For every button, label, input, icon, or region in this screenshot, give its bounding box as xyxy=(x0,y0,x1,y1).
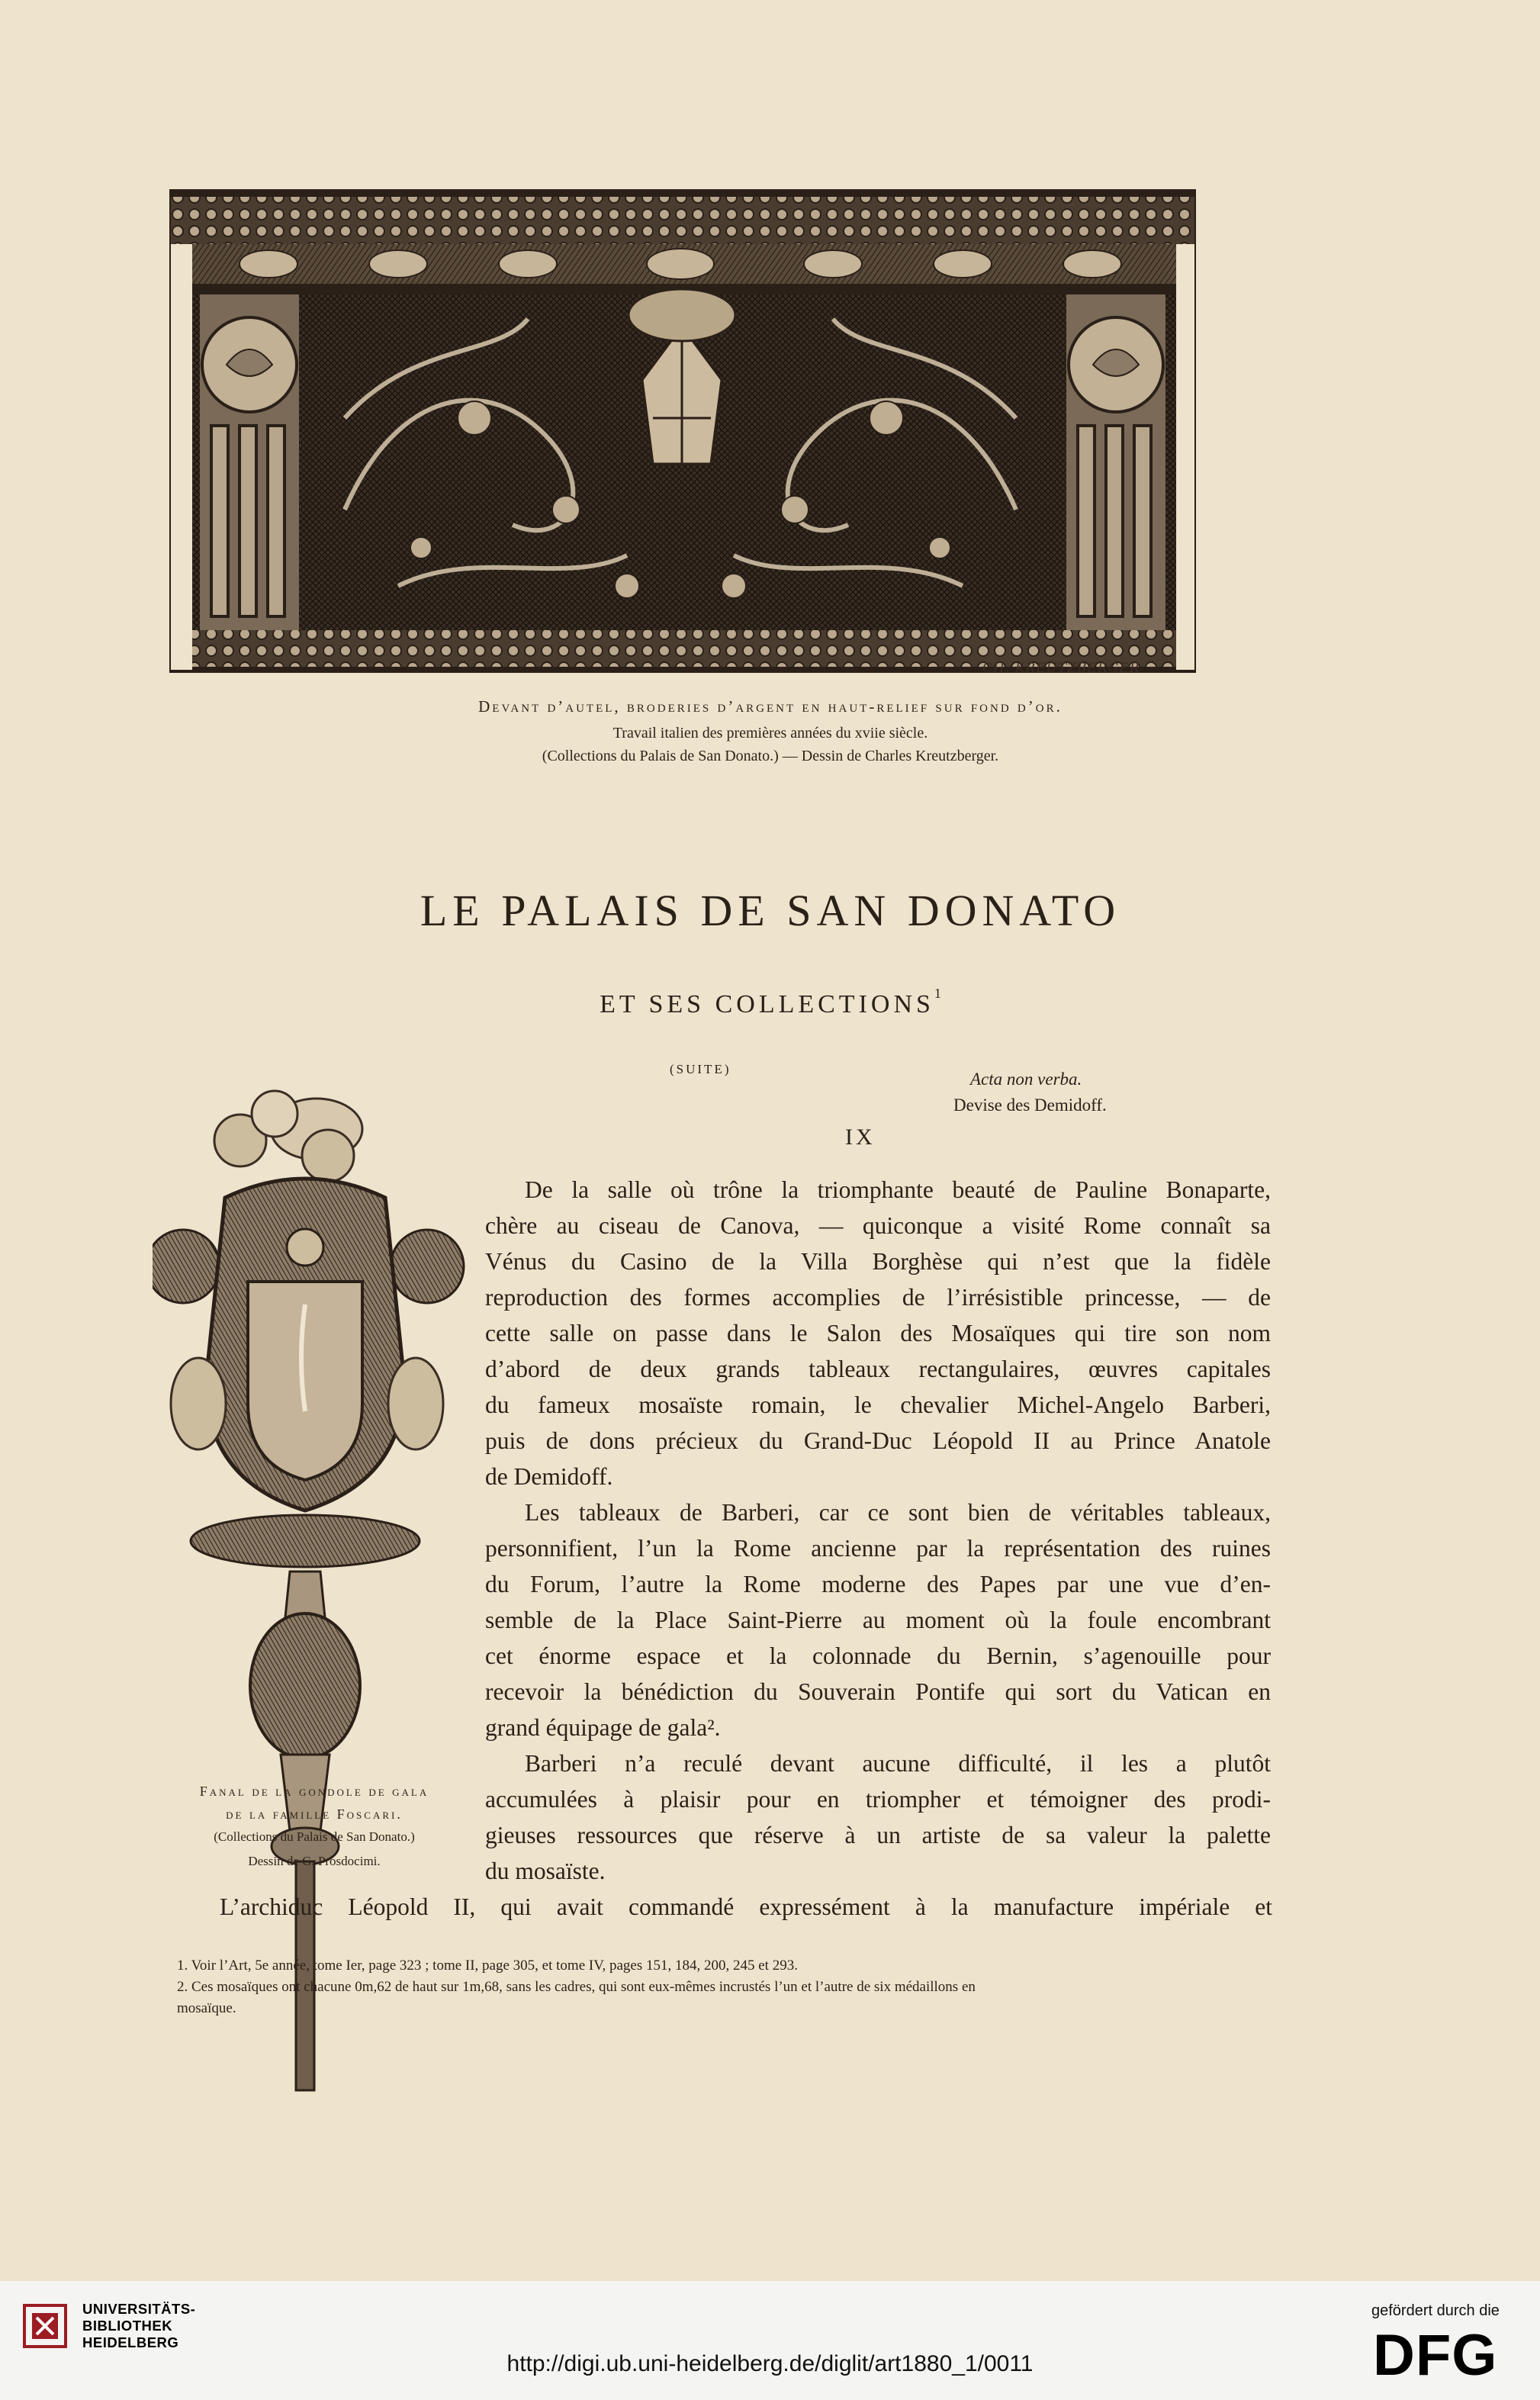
body-line: d’abord de deux grands tableaux rectangulaires, œuvres capitales xyxy=(485,1356,1271,1382)
subtitle-text: ET SES COLLECTIONS xyxy=(600,990,934,1018)
footnote-2: 2. Ces mosaïques ont chacune 0m,62 de haut sur 1m,68, sans les cadres, qui sont eux-mêmes incrustés l’un et l’autre de six médaillons en xyxy=(177,1979,976,1995)
body-line: Barberi n’a reculé devant aucune difficulté, il les a plutôt xyxy=(525,1750,1271,1777)
body-line: De la salle où trône la triomphante beauté de Pauline Bonaparte, xyxy=(525,1176,1271,1203)
suite-label: (SUITE) xyxy=(670,1062,731,1076)
body-line: cet énorme espace et la colonnade du Bernin, s’agenouille pour xyxy=(485,1642,1271,1669)
permalink-url[interactable]: http://digi.ub.uni-heidelberg.de/diglit/art1880_1/0011 xyxy=(506,2351,1034,2376)
article-body xyxy=(485,1172,1271,1889)
engraving-caption-title: Devant d’autel, broderies d’argent en haut-relief sur fond d’or. xyxy=(478,697,1063,716)
footnote-2-continuation: mosaïque. xyxy=(177,2000,236,2016)
body-line: semble de la Place Saint-Pierre au moment où la foule encombrant xyxy=(485,1607,1271,1633)
university-library-logo-icon xyxy=(21,2302,69,2350)
body-line: puis de dons précieux du Grand-Duc Léopold II au Prince Anatole xyxy=(485,1427,1271,1454)
motto-text: Acta non verba. xyxy=(970,1070,1082,1089)
body-line: recevoir la bénédiction du Souverain Pontife qui sort du Vatican en xyxy=(485,1678,1271,1705)
subtitle-footnote-mark: 1 xyxy=(934,986,941,1001)
library-name xyxy=(82,2301,195,2351)
article-subtitle xyxy=(305,986,1236,1019)
lantern-caption-credit: Dessin de G. Prosdocimi. xyxy=(248,1854,381,1868)
body-line: de Demidoff. xyxy=(485,1463,613,1490)
lantern-caption-family: de la famille Foscari. xyxy=(226,1806,403,1822)
body-line: personnifient, l’un la Rome ancienne par la représentation des ruines xyxy=(485,1535,1271,1562)
body-line: accumulées à plaisir pour en triompher et témoigner des prodi- xyxy=(485,1786,1271,1813)
altar-frontal-engraving xyxy=(169,189,1196,690)
body-line: gieuses ressources que réserve à un artiste de sa valeur la palette xyxy=(485,1822,1271,1848)
body-line: Les tableaux de Barberi, car ce sont bien de véritables tableaux, xyxy=(525,1499,1271,1526)
section-number: IX xyxy=(845,1124,876,1150)
body-line: Vénus du Casino de la Villa Borghèse qui n’est que la fidèle xyxy=(485,1248,1271,1275)
engraving-caption-credit: (Collections du Palais de San Donato.) — Dessin de Charles Kreutzberger. xyxy=(542,748,999,764)
footnote-1: 1. Voir l’Art, 5e année, tome Ier, page 323 ; tome II, page 305, et tome IV, pages 151, 184, 200, 245 et 293. xyxy=(177,1958,798,1974)
article-title: LE PALAIS DE SAN DONATO xyxy=(420,886,1121,935)
sponsor-caption: gefördert durch die xyxy=(1371,2302,1500,2319)
library-name-line: UNIVERSITÄTS- xyxy=(82,2301,196,2317)
footnotes xyxy=(177,1955,1275,2019)
body-line: du mosaïste. xyxy=(485,1858,606,1884)
body-full-width-line: L’archiduc Léopold II, qui avait commandé expressément à la manufacture impériale et xyxy=(220,1893,1272,1920)
body-line: du Forum, l’autre la Rome moderne des Papes par une vue d’en- xyxy=(485,1571,1271,1597)
paragraph-3 xyxy=(485,1745,1271,1889)
body-line: cette salle on passe dans le Salon des Mosaïques qui tire son nom xyxy=(485,1320,1271,1346)
body-line: reproduction des formes accomplies de l’irrésistible princesse, — de xyxy=(485,1284,1271,1311)
dfg-logo: DFG xyxy=(1373,2323,1498,2388)
library-name-line: HEIDELBERG xyxy=(82,2334,179,2350)
library-name-line: BIBLIOTHEK xyxy=(82,2318,173,2334)
digitization-footer xyxy=(0,2281,1540,2400)
paragraph-1 xyxy=(485,1172,1271,1494)
lantern-caption-collection: (Collections du Palais de San Donato.) xyxy=(214,1829,415,1844)
body-line: du fameux mosaïste romain, le chevalier Michel-Angelo Barberi, xyxy=(485,1391,1271,1418)
lantern-caption-title: Fanal de la gondole de gala xyxy=(199,1784,429,1799)
motto-attribution: Devise des Demidoff. xyxy=(953,1095,1107,1115)
engraving-caption-description: Travail italien des premières années du xviie siècle. xyxy=(612,725,928,742)
gondola-lantern-engraving xyxy=(153,1083,465,2228)
motto xyxy=(953,1070,1182,1115)
engraver-signature: CH. KREUTZBERGER xyxy=(982,661,1140,676)
body-line: chère au ciseau de Canova, — quiconque a visité Rome connaît sa xyxy=(485,1212,1271,1239)
paragraph-2 xyxy=(485,1494,1271,1745)
body-line: grand équipage de gala². xyxy=(485,1714,721,1741)
